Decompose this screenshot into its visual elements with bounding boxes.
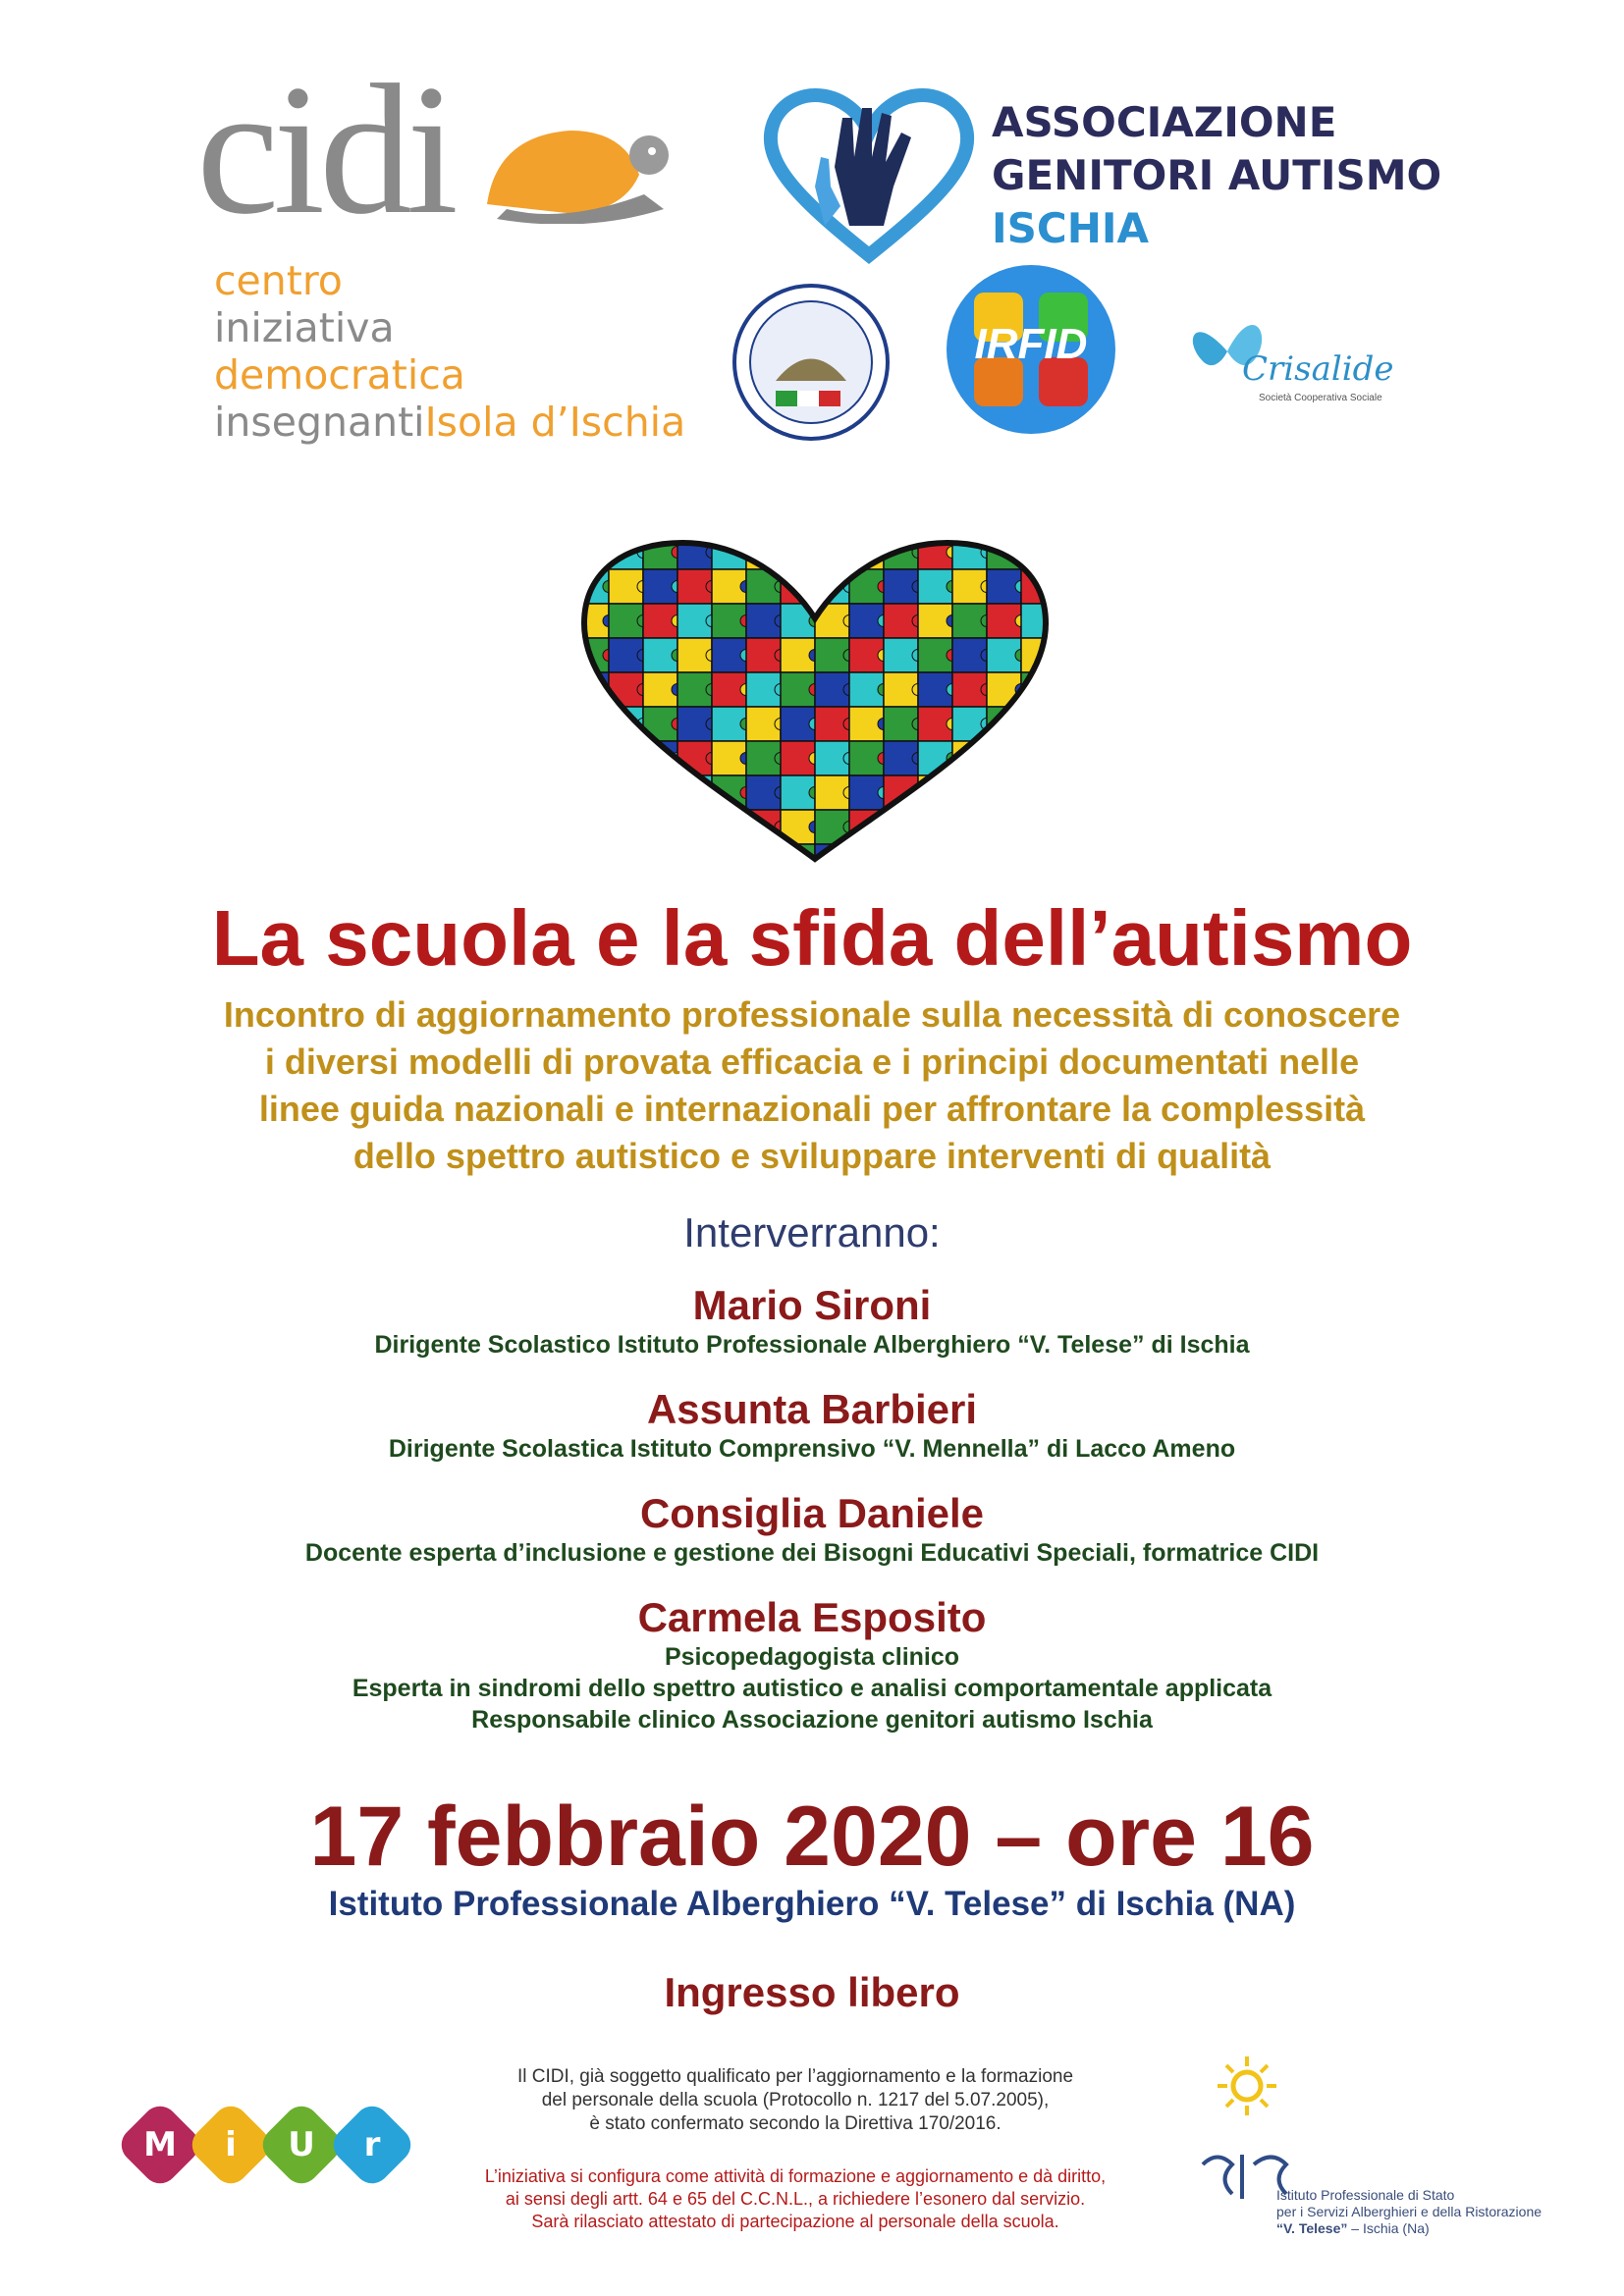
puzzle-knob xyxy=(947,822,958,833)
puzzle-piece xyxy=(884,844,918,869)
telese-line: – Ischia (Na) xyxy=(1347,2220,1430,2236)
puzzle-knob xyxy=(878,856,890,868)
puzzle-knob xyxy=(912,856,924,868)
puzzle-piece xyxy=(918,844,952,869)
telese-line: per i Servizi Alberghieri e della Ristorazione xyxy=(1276,2204,1543,2219)
puzzle-piece xyxy=(815,535,849,569)
subtitle-line: i diversi modelli di provata efficacia e i principi documentati nelle xyxy=(264,1041,1360,1082)
puzzle-knob xyxy=(1050,684,1056,696)
puzzle-piece xyxy=(1021,810,1056,844)
subtitle xyxy=(0,991,1624,1180)
miur-letter: r xyxy=(363,2125,381,2164)
puzzle-piece xyxy=(609,741,643,775)
telese-line: “V. Telese” xyxy=(1276,2220,1348,2236)
aga-name xyxy=(992,96,1441,255)
puzzle-knob xyxy=(637,822,649,833)
miur-logo xyxy=(118,2091,412,2199)
puzzle-piece xyxy=(712,844,746,869)
puzzle-knob xyxy=(912,822,924,833)
entry-info: Ingresso libero xyxy=(664,1969,960,2015)
cidi-line-democratica: democratica xyxy=(214,351,465,399)
speaker-block xyxy=(0,1282,1624,1361)
cidi-tagline xyxy=(214,257,685,446)
sun-icon xyxy=(1203,2052,1291,2150)
puzzle-knob xyxy=(1015,547,1027,559)
puzzle-knob xyxy=(706,856,718,868)
puzzle-piece xyxy=(1021,775,1056,810)
page-title: La scuola e la sfida dell’autismo xyxy=(211,894,1413,982)
puzzle-knob xyxy=(1050,650,1056,662)
puzzle-piece xyxy=(643,775,677,810)
puzzle-knob xyxy=(672,822,683,833)
speaker-block xyxy=(0,1386,1624,1465)
puzzle-knob xyxy=(1015,753,1027,765)
speaker-name: Carmela Esposito xyxy=(637,1594,987,1640)
puzzle-piece xyxy=(781,535,815,569)
puzzle-knob xyxy=(843,547,855,559)
puzzle-knob xyxy=(809,581,821,593)
puzzle-piece xyxy=(574,844,609,869)
speaker-role: Docente esperta d’inclusione e gestione dei Bisogni Educativi Speciali, formatrice CIDI xyxy=(304,1539,1320,1567)
puzzle-piece xyxy=(574,535,609,569)
puzzle-piece xyxy=(952,775,987,810)
puzzle-knob xyxy=(740,856,752,868)
fine-print-line: del personale della scuola (Protocollo n. 1217 del 5.07.2005), xyxy=(541,2090,1050,2110)
puzzle-knob xyxy=(1015,787,1027,799)
puzzle-knob xyxy=(1050,753,1056,765)
puzzle-knob xyxy=(603,547,615,559)
event-date: 17 febbraio 2020 – ore 16 xyxy=(309,1789,1315,1884)
puzzle-piece xyxy=(746,844,781,869)
speaker-name: Mario Sironi xyxy=(692,1282,932,1328)
miur-letter: M xyxy=(143,2125,177,2164)
aga-line-2: GENITORI AUTISMO xyxy=(992,151,1442,199)
puzzle-knob xyxy=(981,856,993,868)
puzzle-piece xyxy=(574,741,609,775)
fine-print-line: Sarà rilasciato attestato di partecipazione al personale della scuola. xyxy=(531,2212,1059,2231)
puzzle-knob xyxy=(603,822,615,833)
irfid-label: IRFID xyxy=(974,320,1088,368)
crisalide-label: Crisalide xyxy=(1242,349,1394,389)
speaker-block xyxy=(0,1594,1624,1735)
puzzle-piece xyxy=(987,844,1021,869)
puzzle-knob xyxy=(775,856,786,868)
fine-print-line: L’iniziativa si configura come attività di formazione e aggiornamento e dà diritto, xyxy=(484,2166,1107,2186)
puzzle-piece xyxy=(884,810,918,844)
speaker-role: Responsabile clinico Associazione genitori autismo Ischia xyxy=(471,1706,1153,1734)
puzzle-knob xyxy=(1050,787,1056,799)
subtitle-line: dello spettro autistico e sviluppare interventi di qualità xyxy=(352,1136,1272,1176)
puzzle-piece xyxy=(918,810,952,844)
cidi-line-insegnanti: insegnanti xyxy=(214,399,425,446)
puzzle-piece xyxy=(987,810,1021,844)
fine-print-accreditation xyxy=(432,2065,1159,2136)
turtle-icon xyxy=(477,116,674,224)
fine-print-line: ai sensi degli artt. 64 e 65 del C.C.N.L., a richiedere l’esonero dal servizio. xyxy=(505,2189,1086,2209)
puzzle-knob xyxy=(1050,547,1056,559)
puzzle-knob xyxy=(1050,856,1056,868)
cidi-line-isola: Isola d’Ischia xyxy=(424,399,686,446)
aga-line-3: ISCHIA xyxy=(992,204,1149,252)
speaker-role: Dirigente Scolastica Istituto Comprensivo “V. Mennella” di Lacco Ameno xyxy=(388,1435,1236,1463)
fine-print-leave xyxy=(432,2165,1159,2233)
subtitle-line: Incontro di aggiornamento professionale sulla necessità di conoscere xyxy=(223,994,1401,1035)
puzzle-piece xyxy=(987,775,1021,810)
puzzle-knob xyxy=(603,753,615,765)
aga-line-1: ASSOCIAZIONE xyxy=(992,98,1337,146)
puzzle-knob xyxy=(947,787,958,799)
cidi-line-centro: centro xyxy=(214,257,343,304)
puzzle-piece xyxy=(677,810,712,844)
puzzle-knob xyxy=(1015,856,1027,868)
puzzle-knob xyxy=(637,787,649,799)
puzzle-piece xyxy=(1021,604,1056,638)
puzzle-knob xyxy=(775,547,786,559)
puzzle-knob xyxy=(603,719,615,730)
puzzle-knob xyxy=(672,856,683,868)
puzzle-piece xyxy=(1021,844,1056,869)
puzzle-piece xyxy=(1021,535,1056,569)
miur-letter: U xyxy=(288,2125,315,2164)
puzzle-piece xyxy=(574,810,609,844)
speaker-role: Esperta in sindromi dello spettro autistico e analisi comportamentale applicata xyxy=(352,1675,1272,1702)
speakers-heading: Interverranno: xyxy=(683,1209,941,1255)
puzzle-knob xyxy=(1050,719,1056,730)
cidi-wordmark: cidi xyxy=(196,47,453,253)
puzzle-knob xyxy=(1015,822,1027,833)
fine-print-line: Il CIDI, già soggetto qualificato per l’aggiornamento e la formazione xyxy=(516,2066,1074,2087)
speaker-name: Consiglia Daniele xyxy=(639,1490,985,1536)
puzzle-piece xyxy=(574,775,609,810)
puzzle-knob xyxy=(740,822,752,833)
puzzle-piece xyxy=(1021,741,1056,775)
subtitle-line: linee guida nazionali e internazionali per affrontare la complessità xyxy=(258,1089,1366,1129)
crisalide-sub: Società Cooperativa Sociale xyxy=(1259,393,1382,403)
telese-caption xyxy=(1276,2187,1542,2237)
speaker-block xyxy=(0,1490,1624,1569)
puzzle-knob xyxy=(672,787,683,799)
puzzle-knob xyxy=(843,856,855,868)
speaker-role: Psicopedagogista clinico xyxy=(664,1643,960,1671)
puzzle-knob xyxy=(603,787,615,799)
puzzle-knob xyxy=(706,822,718,833)
puzzle-knob xyxy=(637,753,649,765)
puzzle-piece xyxy=(677,844,712,869)
puzzle-knob xyxy=(603,856,615,868)
puzzle-knob xyxy=(1050,822,1056,833)
puzzle-knob xyxy=(947,856,958,868)
puzzle-piece xyxy=(609,810,643,844)
puzzle-knob xyxy=(1050,615,1056,627)
puzzle-piece xyxy=(574,707,609,741)
school-seal-icon xyxy=(731,283,891,442)
puzzle-heart-icon xyxy=(574,535,1056,869)
puzzle-knob xyxy=(1050,581,1056,593)
puzzle-piece xyxy=(643,810,677,844)
speaker-role: Dirigente Scolastico Istituto Professionale Alberghiero “V. Telese” di Ischia xyxy=(374,1331,1250,1359)
puzzle-piece xyxy=(987,741,1021,775)
puzzle-piece xyxy=(609,775,643,810)
cidi-line-iniziativa: iniziativa xyxy=(214,304,395,351)
miur-letter: i xyxy=(225,2125,237,2164)
puzzle-knob xyxy=(637,856,649,868)
event-venue: Istituto Professionale Alberghiero “V. Telese” di Ischia (NA) xyxy=(328,1885,1296,1923)
puzzle-knob xyxy=(809,547,821,559)
puzzle-knob xyxy=(1015,719,1027,730)
fine-print-line: è stato confermato secondo la Direttiva 170/2016. xyxy=(589,2113,1001,2134)
telese-line: Istituto Professionale di Stato xyxy=(1276,2187,1455,2203)
puzzle-piece xyxy=(952,810,987,844)
puzzle-piece xyxy=(712,810,746,844)
hand-heart-icon xyxy=(756,79,982,265)
puzzle-piece xyxy=(1021,707,1056,741)
speaker-name: Assunta Barbieri xyxy=(646,1386,978,1432)
puzzle-knob xyxy=(878,822,890,833)
puzzle-knob xyxy=(981,753,993,765)
puzzle-knob xyxy=(981,822,993,833)
puzzle-knob xyxy=(981,787,993,799)
puzzle-piece xyxy=(849,844,884,869)
puzzle-piece xyxy=(643,844,677,869)
puzzle-piece xyxy=(609,844,643,869)
puzzle-piece xyxy=(952,844,987,869)
